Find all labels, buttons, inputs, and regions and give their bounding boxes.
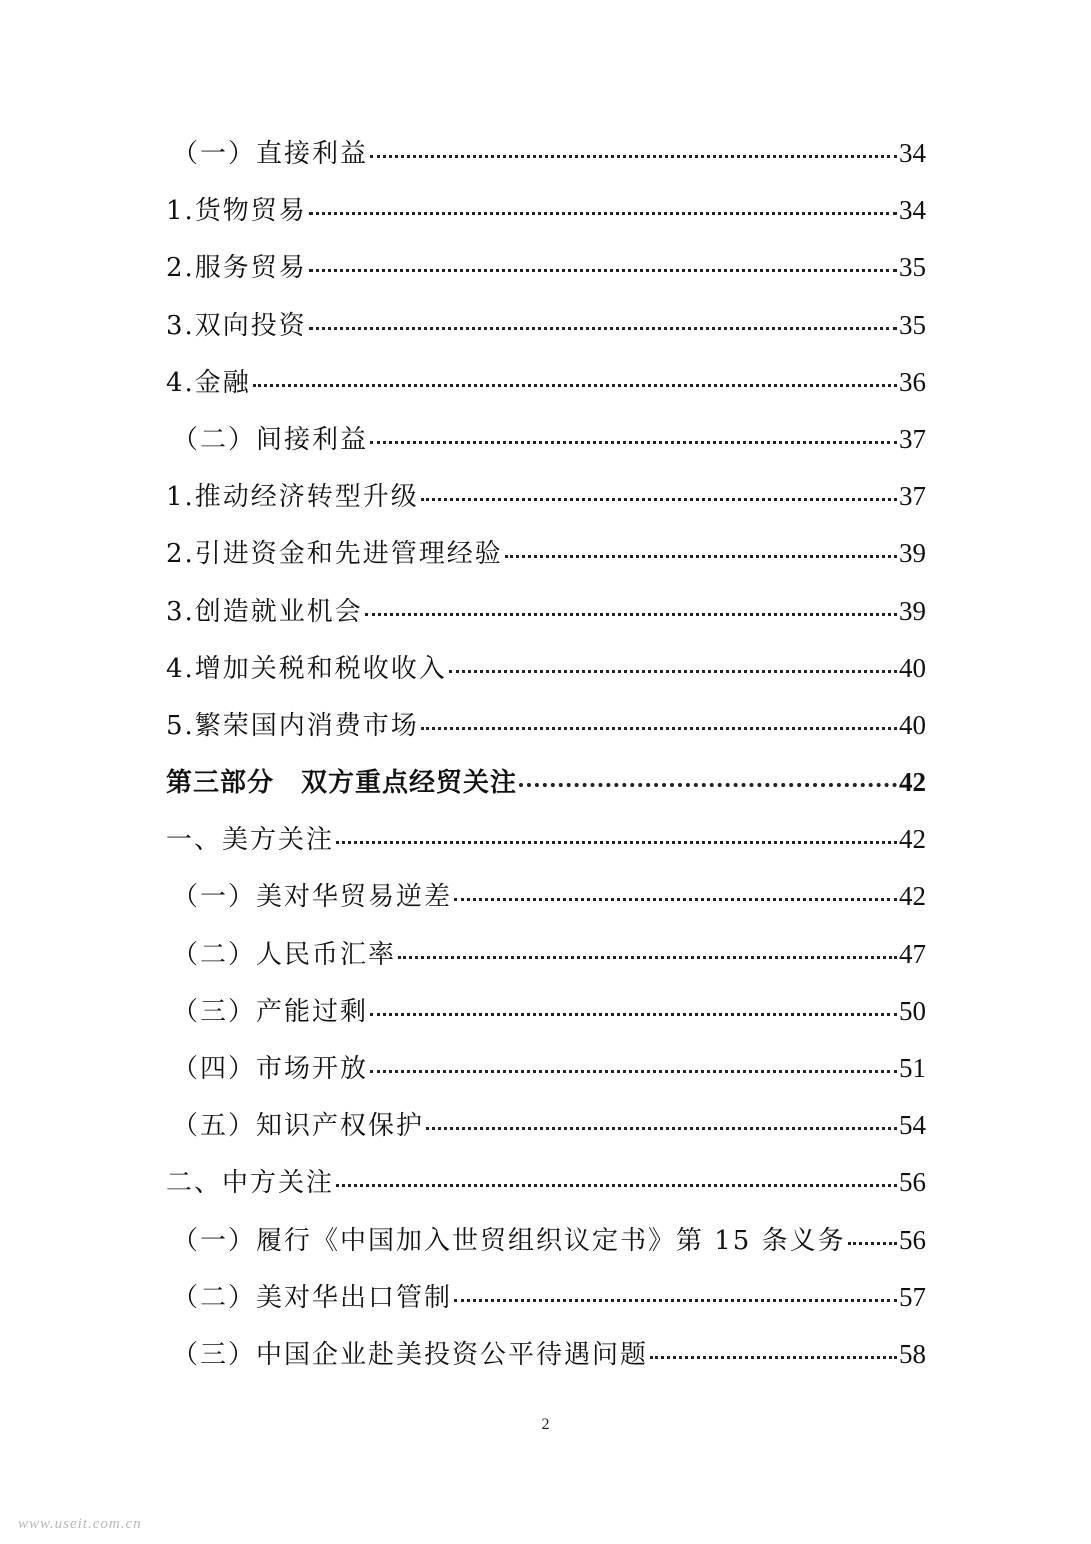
dot-leader xyxy=(253,384,897,387)
toc-entry-label: 1.推动经济转型升级 xyxy=(166,482,419,513)
toc-entry[interactable] xyxy=(166,705,926,762)
dot-leader xyxy=(370,441,897,444)
toc-entry-page-number: 40 xyxy=(899,709,926,740)
toc-entry[interactable] xyxy=(166,648,926,705)
toc-entry-page-number: 47 xyxy=(899,938,926,969)
toc-entry-page-number: 35 xyxy=(899,252,926,283)
toc-entry-label: （二）美对华出口管制 xyxy=(172,1282,453,1313)
toc-entry[interactable] xyxy=(166,1048,926,1105)
dot-leader xyxy=(454,1299,897,1302)
dot-leader xyxy=(309,269,897,272)
toc-entry-label: （二）间接利益 xyxy=(172,424,369,455)
dot-leader xyxy=(426,1127,897,1130)
dot-leader xyxy=(421,727,897,730)
toc-entry-label: 3.创造就业机会 xyxy=(166,596,363,627)
toc-entry[interactable] xyxy=(166,190,926,247)
toc-entry[interactable] xyxy=(166,1277,926,1334)
toc-entry-label: 5.繁荣国内消费市场 xyxy=(166,710,419,741)
toc-entry[interactable] xyxy=(166,1105,926,1162)
dot-leader xyxy=(370,1013,897,1016)
toc-entry-page-number: 56 xyxy=(899,1167,926,1198)
toc-entry-page-number: 39 xyxy=(899,538,926,569)
toc-entry-page-number: 54 xyxy=(899,1110,926,1141)
toc-entry[interactable] xyxy=(166,1220,926,1277)
dot-leader xyxy=(336,841,897,844)
toc-entry-label: （一）直接利益 xyxy=(172,139,369,169)
dot-leader xyxy=(421,498,897,501)
dot-leader xyxy=(309,327,897,330)
dot-leader xyxy=(370,155,897,158)
toc-entry-label: （一）美对华贸易逆差 xyxy=(172,882,453,913)
toc-entry[interactable] xyxy=(166,876,926,933)
toc-entry-page-number: 58 xyxy=(899,1338,926,1369)
dot-leader xyxy=(505,555,897,558)
table-of-contents xyxy=(166,133,926,1391)
toc-entry[interactable] xyxy=(166,247,926,304)
toc-entry-page-number: 42 xyxy=(899,824,926,855)
toc-entry[interactable] xyxy=(166,1162,926,1219)
dot-leader xyxy=(398,956,897,959)
toc-entry-label: 第三部分 双方重点经贸关注 xyxy=(166,768,518,799)
toc-entry-label: （一）履行《中国加入世贸组织议定书》第 15 条义务 xyxy=(172,1225,846,1256)
toc-entry-page-number: 51 xyxy=(899,1053,926,1083)
dot-leader xyxy=(519,783,897,787)
toc-entry-label: （四）市场开放 xyxy=(172,1054,369,1084)
toc-entry-page-number: 57 xyxy=(899,1281,926,1312)
toc-entry[interactable] xyxy=(166,591,926,648)
toc-entry[interactable] xyxy=(166,991,926,1048)
toc-entry-page-number: 36 xyxy=(899,366,926,397)
watermark: www.useit.com.cn xyxy=(18,1516,142,1532)
toc-entry-label: 2.服务贸易 xyxy=(166,253,307,284)
toc-entry[interactable] xyxy=(166,533,926,590)
toc-entry-page-number: 37 xyxy=(899,423,926,454)
dot-leader xyxy=(365,613,897,616)
dot-leader xyxy=(449,670,897,673)
toc-entry-page-number: 34 xyxy=(899,195,926,226)
toc-entry-label: （三）产能过剩 xyxy=(172,996,369,1027)
toc-entry[interactable] xyxy=(166,819,926,876)
toc-entry[interactable] xyxy=(166,762,926,819)
toc-entry-label: 一、美方关注 xyxy=(166,825,335,856)
dot-leader xyxy=(454,898,897,901)
dot-leader xyxy=(336,1184,897,1187)
toc-entry-label: 3.双向投资 xyxy=(166,310,307,341)
toc-entry-label: 二、中方关注 xyxy=(166,1168,335,1199)
page-number: 2 xyxy=(541,1416,550,1433)
toc-entry-page-number: 37 xyxy=(899,481,926,512)
toc-entry-page-number: 39 xyxy=(899,595,926,626)
toc-entry-label: （三）中国企业赴美投资公平待遇问题 xyxy=(172,1339,649,1370)
toc-entry[interactable] xyxy=(166,419,926,476)
toc-entry[interactable] xyxy=(166,1334,926,1391)
toc-entry-page-number: 42 xyxy=(899,881,926,912)
toc-entry-label: 4.金融 xyxy=(166,367,251,398)
toc-entry-label: （五）知识产权保护 xyxy=(172,1111,425,1142)
toc-entry-page-number: 42 xyxy=(899,767,926,798)
dot-leader xyxy=(650,1356,897,1359)
dot-leader xyxy=(370,1070,897,1073)
toc-entry[interactable] xyxy=(166,305,926,362)
toc-entry[interactable] xyxy=(166,476,926,533)
toc-entry-page-number: 56 xyxy=(899,1224,926,1255)
toc-entry[interactable] xyxy=(166,133,926,190)
toc-entry-label: （二）人民币汇率 xyxy=(172,939,397,970)
toc-entry-page-number: 40 xyxy=(899,652,926,683)
toc-entry-label: 4.增加关税和税收收入 xyxy=(166,653,447,684)
toc-entry[interactable] xyxy=(166,362,926,419)
toc-entry[interactable] xyxy=(166,934,926,991)
dot-leader xyxy=(848,1242,897,1245)
toc-entry-page-number: 35 xyxy=(899,309,926,340)
toc-entry-label: 2.引进资金和先进管理经验 xyxy=(166,539,503,570)
dot-leader xyxy=(309,212,897,215)
toc-entry-label: 1.货物贸易 xyxy=(166,196,307,227)
toc-entry-page-number: 50 xyxy=(899,995,926,1026)
toc-entry-page-number: 34 xyxy=(899,138,926,168)
